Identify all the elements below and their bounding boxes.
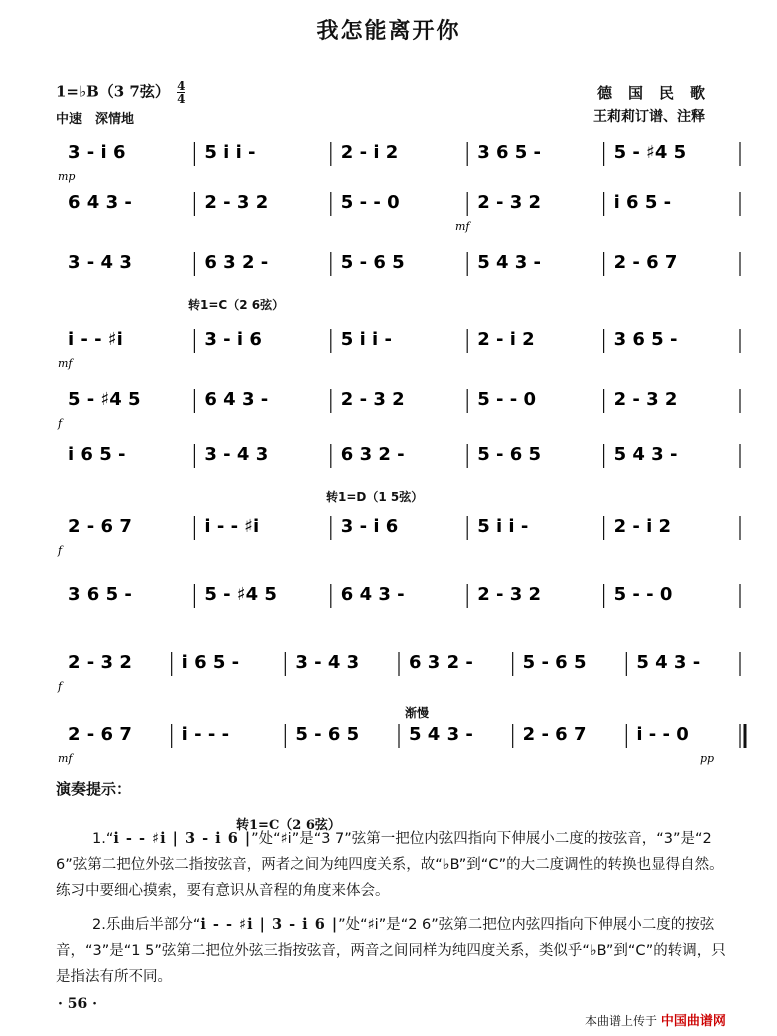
tip-2 — [56, 912, 736, 990]
measure: 2 - i 2 — [477, 329, 535, 350]
tip-1-excerpt: i - - ♯i | 3 - i 6 | — [113, 830, 252, 847]
measure: 2 - i 2 — [340, 142, 399, 163]
dynamic-mark: pp — [700, 752, 715, 765]
tip-2-excerpt: i - - ♯i | 3 - i 6 | — [200, 916, 339, 933]
measure: 5 - ♯4 5 — [204, 584, 277, 605]
tip-2-prefix: 2.乐曲后半部分“ — [92, 917, 201, 933]
song-origin: 德国民歌 — [597, 84, 722, 102]
measure: 3 - i 6 — [204, 329, 262, 350]
measure: 6 4 3 - — [204, 389, 269, 410]
measure: 2 - 3 2 — [340, 389, 405, 410]
measure: 6 3 2 - — [340, 444, 405, 465]
dynamic-mark: f — [58, 544, 63, 557]
measure: 2 - 3 2 — [613, 389, 678, 410]
measure: 2 - 3 2 — [477, 584, 542, 605]
measure: 2 - 3 2 — [477, 192, 542, 213]
measure: 6 4 3 - — [68, 192, 132, 213]
measure: 2 - 3 2 — [204, 192, 269, 213]
page-number: · 56 · — [58, 996, 97, 1012]
tip-2-text: ”处“♯i”是“2 6”弦第二把位内弦四指向下伸展小二度的按弦音，“3”是“1 5”弦第二把位外弦三指按弦音，两音之间同样为纯四度关系，类似乎“♭B”到“C”的转调，只是指法有所不同。 — [56, 917, 726, 985]
measure: 3 6 5 - — [477, 142, 542, 163]
footer-credit — [585, 1010, 726, 1029]
measure: 2 - 6 7 — [68, 516, 132, 537]
measure: i - - ♯i — [204, 516, 260, 537]
measure: 5 4 3 - — [477, 252, 542, 273]
time-top: 4 — [177, 79, 186, 93]
measure: 2 - 3 2 — [68, 652, 132, 673]
measure: 5 - 6 5 — [522, 652, 587, 673]
measure: i - - - — [181, 724, 230, 745]
measure: 5 - ♯4 5 — [68, 389, 141, 410]
tip-1-prefix: 1.“ — [92, 831, 114, 847]
measure: i 6 5 - — [181, 652, 240, 673]
measure: 5 4 3 - — [409, 724, 473, 745]
dynamic-mark: f — [58, 680, 63, 693]
measure: 5 - 6 5 — [295, 724, 360, 745]
measure: 6 3 2 - — [204, 252, 269, 273]
key-text: 1=♭B（3 7弦） — [56, 82, 170, 101]
song-title: 我怎能离开你 — [316, 19, 461, 44]
measure: 2 - 6 7 — [613, 252, 678, 273]
dynamic-mark: f — [58, 417, 63, 430]
measure: 2 - 6 7 — [68, 724, 132, 745]
measure: 3 - i 6 — [340, 516, 399, 537]
measure: i - - ♯i — [68, 329, 123, 350]
time-bottom: 4 — [177, 92, 186, 106]
measure: 5 i i - — [204, 142, 256, 163]
measure: 3 - 4 3 — [68, 252, 132, 273]
tip-1 — [56, 826, 736, 904]
dynamic-mark: mf — [455, 220, 470, 233]
measure: 3 - 4 3 — [295, 652, 360, 673]
measure: 5 - - 0 — [477, 389, 536, 410]
measure: 2 - 6 7 — [522, 724, 587, 745]
tips-modulation: 转1=C（2 6弦） — [236, 818, 341, 833]
dynamic-mark: mf — [58, 752, 73, 765]
measure: 5 - - 0 — [613, 584, 673, 605]
tips-heading: 演奏提示： — [56, 780, 132, 798]
measure: 5 4 3 - — [613, 444, 678, 465]
ritardando-mark: 渐慢 — [405, 706, 430, 720]
measure: 5 4 3 - — [636, 652, 701, 673]
measure: 6 3 2 - — [409, 652, 473, 673]
measure: 5 - - 0 — [340, 192, 400, 213]
measure: 5 - 6 5 — [477, 444, 542, 465]
measure: 5 - 6 5 — [340, 252, 405, 273]
measure: i 6 5 - — [613, 192, 672, 213]
measure: 2 - i 2 — [613, 516, 672, 537]
measure: 3 6 5 - — [613, 329, 678, 350]
tempo-marking: 中速 深情地 — [56, 112, 135, 127]
dynamic-mark: mp — [58, 170, 76, 183]
measure: i 6 5 - — [68, 444, 126, 465]
modulation-c: 转1=C（2 6弦） — [188, 298, 285, 312]
measure: 3 - i 6 — [68, 142, 126, 163]
measure: i - - 0 — [636, 724, 689, 745]
modulation-d: 转1=D（1 5弦） — [326, 490, 424, 504]
measure: 6 4 3 - — [340, 584, 405, 605]
measure: 5 i i - — [340, 329, 392, 350]
footer-brand: 中国曲谱网 — [660, 1014, 726, 1029]
tip-1-text: ”处“♯i”是“3 7”弦第一把位内弦四指向下伸展小二度的按弦音，“3”是“2 6”弦第二把位外弦二指按弦音，两者之间为纯四度关系，故“♭B”到“C”的大二度调性的转换也显得自然。练习中要细心摸索，要有意识从音程的角度来体会。 — [56, 831, 724, 899]
measure: 3 6 5 - — [68, 584, 132, 605]
editor-credit: 王莉莉订谱、注释 — [593, 109, 705, 125]
footer-prefix: 本曲谱上传于 — [585, 1014, 658, 1028]
measure: 3 - 4 3 — [204, 444, 269, 465]
measure: 5 i i - — [477, 516, 529, 537]
measure: 5 - ♯4 5 — [613, 142, 687, 163]
dynamic-mark: mf — [58, 357, 73, 370]
